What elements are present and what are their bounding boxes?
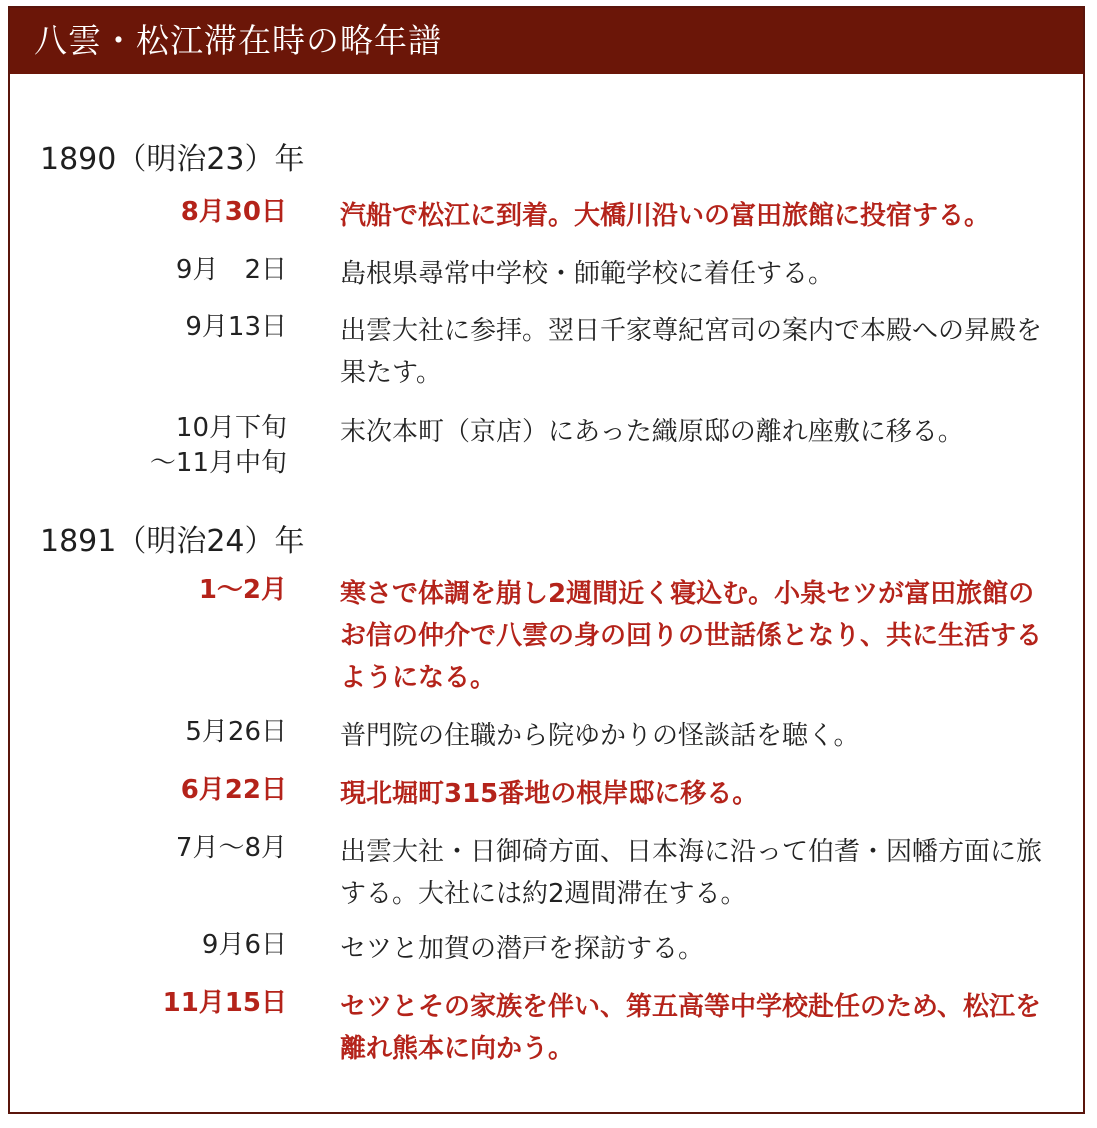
entry-text: 汽船で松江に到着。大橋川沿いの富田旅館に投宿する。: [340, 201, 991, 231]
entry-text: 島根県尋常中学校・師範学校に着任する。: [340, 259, 835, 289]
entry-text: 出雲大社に参拝。翌日千家尊紀宮司の案内で本殿への昇殿を果たす。: [340, 316, 1043, 388]
entry-date: 7月〜8月: [175, 833, 287, 863]
entry-date: 1〜2月: [198, 575, 287, 605]
entry-text: 末次本町（京店）にあった織原邸の離れ座敷に移る。: [340, 417, 964, 447]
entry-date: 9月 2日: [175, 255, 287, 285]
entry-text: 普門院の住職から院ゆかりの怪談話を聴く。: [340, 721, 860, 751]
entry-text: セツとその家族を伴い、第五高等中学校赴任のため、松江を離れ熊本に向かう。: [340, 992, 1041, 1064]
entry-date: 9月6日: [201, 930, 287, 960]
entry-text: 出雲大社・日御碕方面、日本海に沿って伯耆・因幡方面に旅する。大社には約2週間滞在する。: [340, 837, 1043, 909]
entry-date: 5月26日: [185, 717, 287, 747]
entry-date-end: 〜11月中旬: [149, 448, 287, 478]
year-heading-1890: 1890（明治23）年: [40, 142, 305, 177]
entry-date: 8月30日: [180, 197, 287, 227]
entry-date: 9月13日: [185, 312, 287, 342]
entry-date: 11月15日: [162, 988, 287, 1018]
chronology-panel: [8, 6, 1085, 1114]
entry-text: セツと加賀の潜戸を探訪する。: [340, 934, 705, 964]
year-heading-1891: 1891（明治24）年: [40, 524, 305, 559]
entry-date-start: 10月下旬: [175, 413, 287, 443]
entry-text: 現北堀町315番地の根岸邸に移る。: [340, 779, 759, 809]
entry-text: 寒さで体調を崩し2週間近く寝込む。小泉セツが富田旅館のお信の仲介で八雲の身の回りの世話係となり、共に生活するようになる。: [340, 579, 1043, 693]
entry-date: 6月22日: [180, 775, 287, 805]
page-title: 八雲・松江滞在時の略年譜: [10, 8, 1083, 74]
entry-date: [150, 411, 287, 481]
